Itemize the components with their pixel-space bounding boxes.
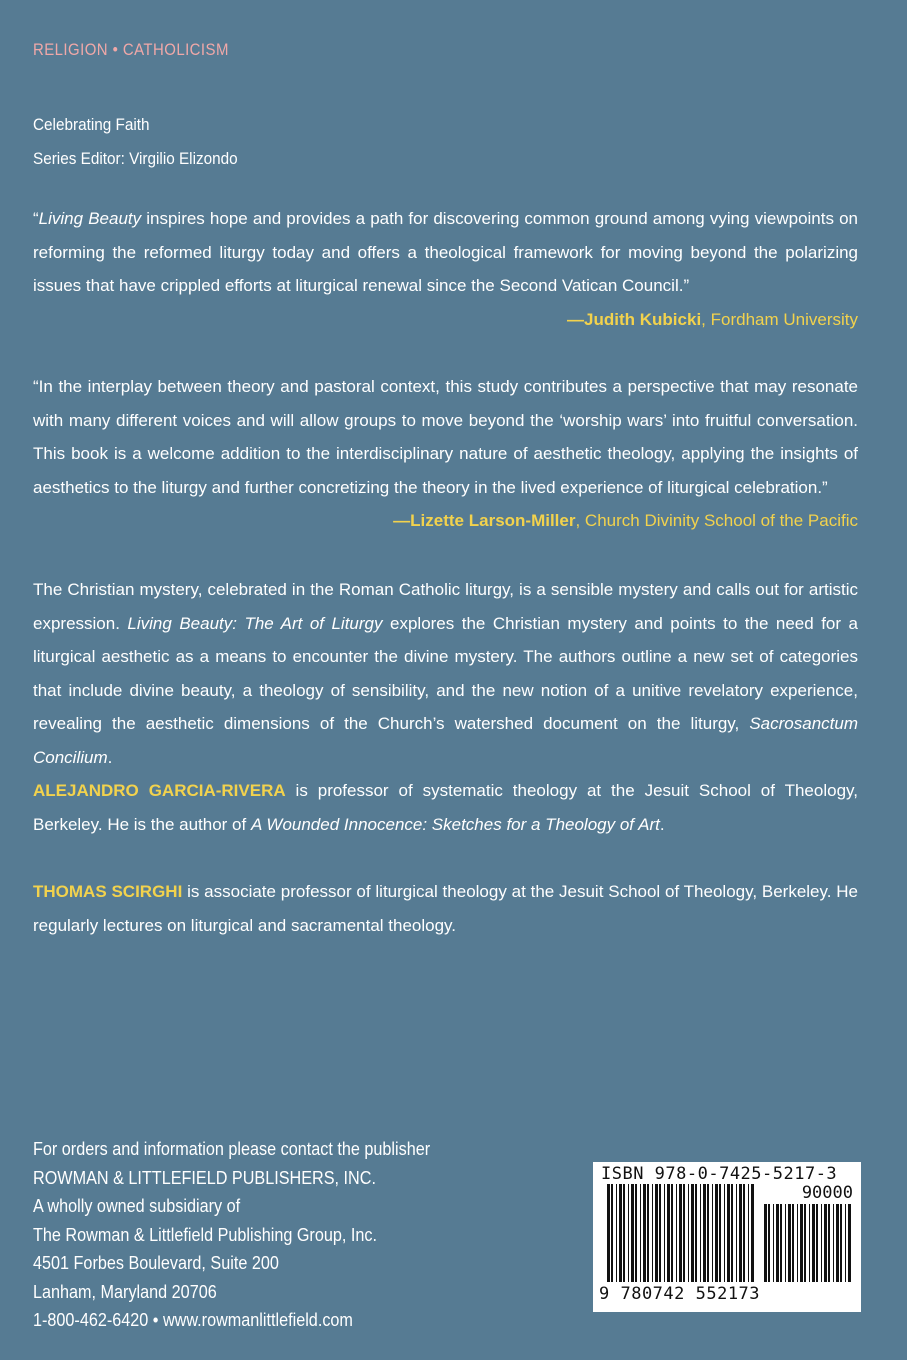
publisher-contact: 1-800-462-6420 • www.rowmanlittlefield.com [33,1310,353,1330]
quote-attribution [33,303,858,337]
document-title: Sacrosanctum Concilium [33,714,858,767]
publisher-line: A wholly owned subsidiary of [33,1196,241,1216]
author-bio-2 [33,875,858,942]
addon-bars-icon [764,1204,852,1282]
author-name: ALEJANDRO GARCIA-RIVERA [33,781,286,800]
isbn-number: ISBN 978-0-7425-5217-3 [601,1164,838,1184]
quote-attribution [33,504,858,538]
description-text: explores the Christian mystery and points to the need for a liturgical aesthetic as a means to encounter the divine mystery. The authors outline a new set of categories that include divine beauty, a theology of sensibility, and the new notion of a unitive revelatory experience, revealing the aesthetic dimensions of the Church’s watershed document on the liturgy, [33,613,858,733]
publisher-address: 4501 Forbes Boulevard, Suite 200 [33,1253,279,1273]
book-title: Living Beauty: The Art of Liturgy [127,613,383,633]
description-text: The Christian mystery, celebrated in the Roman Catholic liturgy, is a sensible mystery and calls out for artistic expression. [33,580,858,633]
category-label: RELIGION • CATHOLICISM [33,40,229,59]
publisher-name: ROWMAN & LITTLEFIELD PUBLISHERS, INC. [33,1167,376,1188]
quote-body: “In the interplay between theory and pastoral context, this study contributes a perspective that may resonate with many different voices and will allow groups to move beyond the ‘worship wars’ into fruitful conversation. This book is a welcome addition to the interdisciplinary nature of aesthetic theology, applying the insights of aesthetics to the liturgy and further concretizing the theory in the lived experience of liturgical celebration.” [33,377,858,497]
quote-affiliation: , Church Divinity School of the Pacific [575,511,858,530]
description-end: . [107,747,113,767]
quote-author: —Lizette Larson-Miller [393,511,576,530]
publisher-line: For orders and information please contact the publisher [33,1139,431,1159]
open-quote: “ [33,209,39,228]
quote-affiliation: , Fordham University [701,309,858,329]
series-title: Celebrating Faith [33,115,150,134]
series-editor: Series Editor: Virgilio Elizondo [33,149,238,168]
bio-end: . [659,814,665,834]
author-bio-1 [33,774,858,841]
quote-author: —Judith Kubicki [567,309,702,329]
book-title: Living Beauty [38,209,142,228]
ean-number: 9 780742 552173 [599,1284,761,1304]
isbn-barcode [593,1162,861,1312]
publisher-group: The Rowman & Littlefield Publishing Group, Inc. [33,1224,377,1245]
bio-text: is associate professor of liturgical theology at the Jesuit School of Theology, Berkeley. He regularly lectures on liturgical and sacramental theology. [33,882,858,935]
review-quote-1 [33,202,858,336]
barcode-bars-icon [607,1184,757,1282]
review-quote-2 [33,370,858,538]
publisher-city: Lanham, Maryland 20706 [33,1281,217,1302]
series-info [33,108,238,176]
bio-text: is professor of systematic theology at the Jesuit School of Theology, Berkeley. He is the author of [33,781,858,834]
publisher-info [33,1135,430,1335]
author-name: THOMAS SCIRGHI [33,882,183,901]
author-book-title: A Wounded Innocence: Sketches for a Theology of Art [250,814,660,834]
quote-body: inspires hope and provides a path for discovering common ground among vying viewpoints on reforming the reformed liturgy today and offers a theological framework for moving beyond the polarizing issues that have crippled efforts at liturgical renewal since the Second Vatican Council.” [33,209,858,295]
book-description [33,573,858,774]
price-addon: 90000 [801,1183,853,1203]
